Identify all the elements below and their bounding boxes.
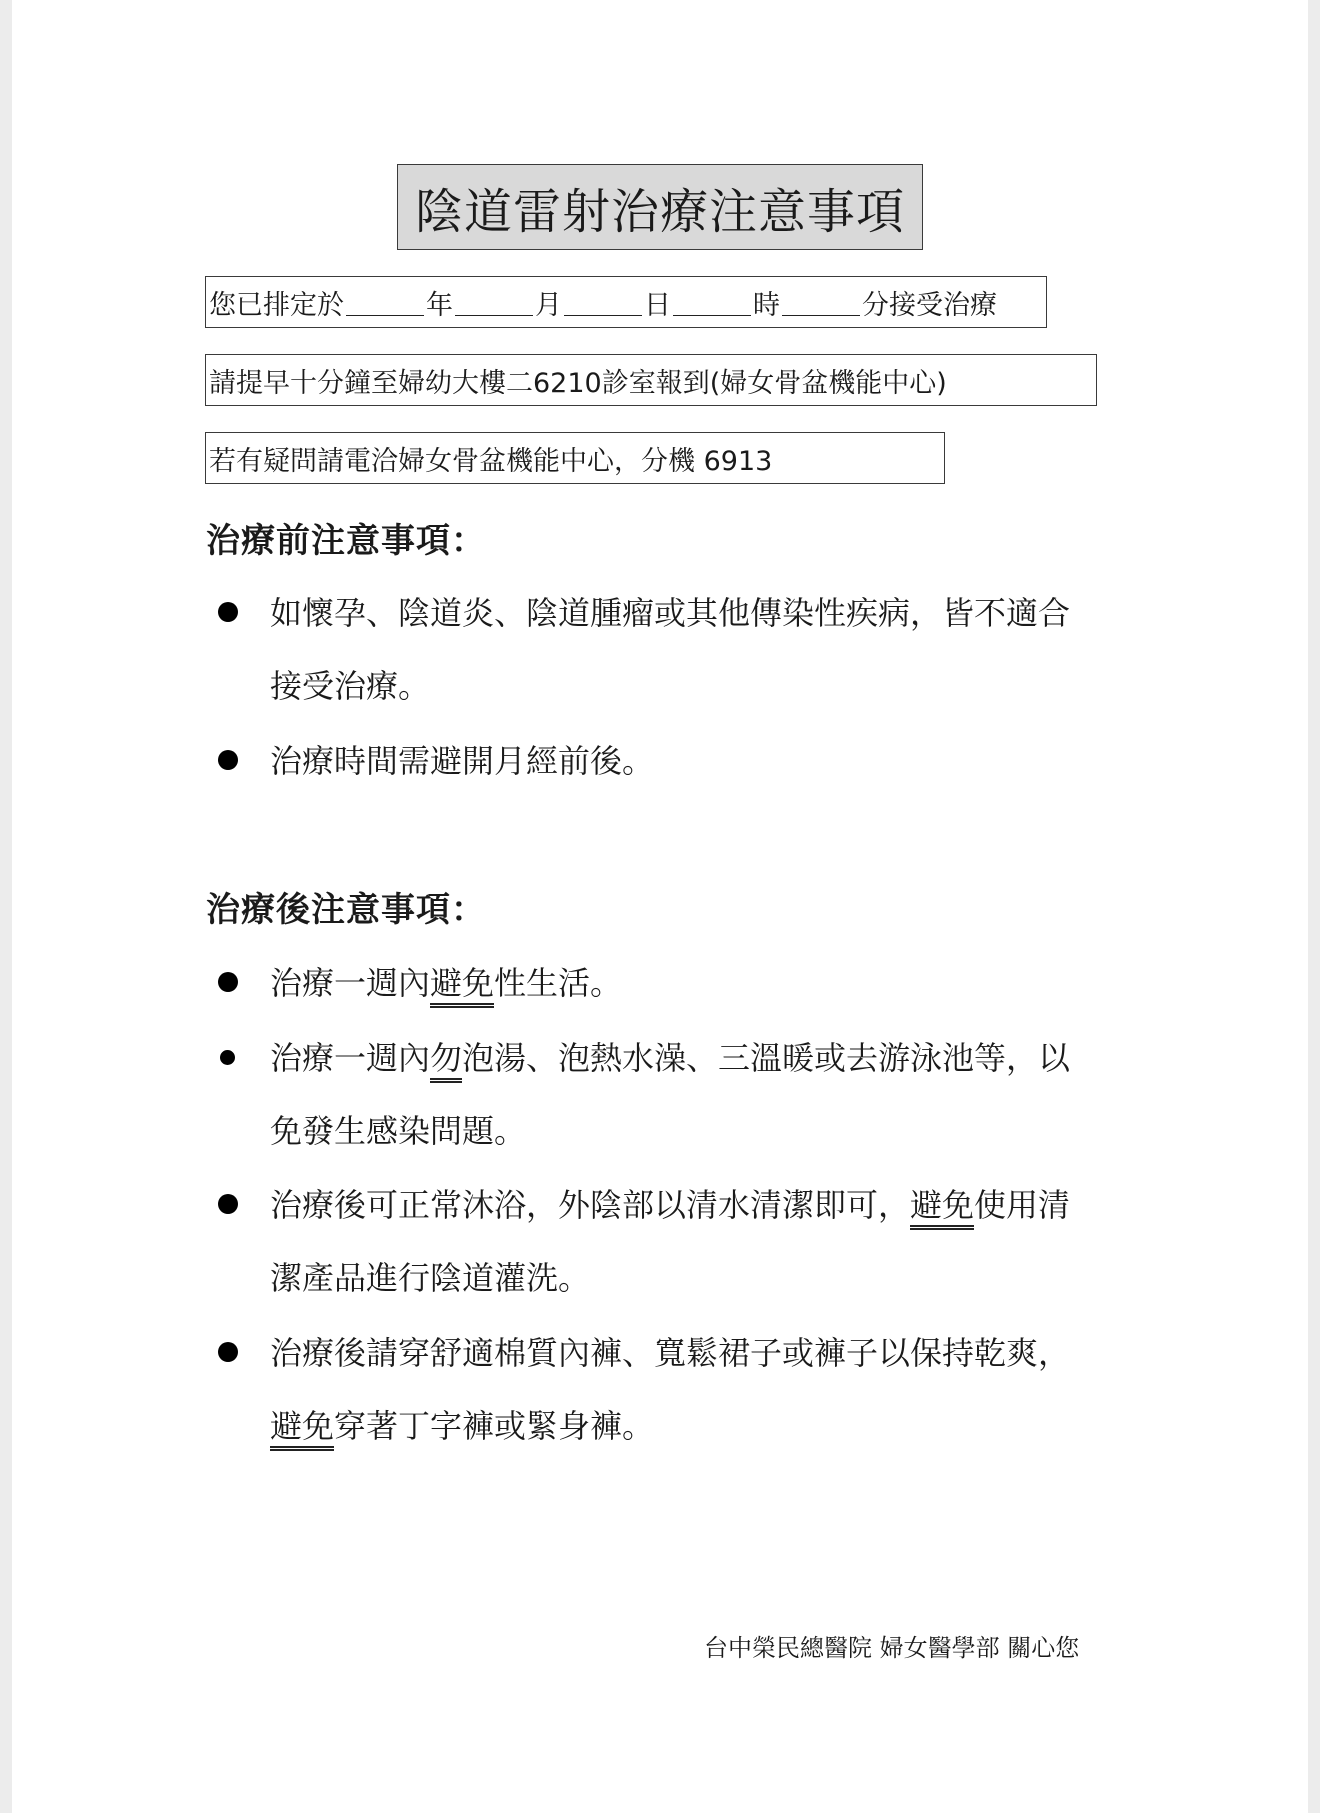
list-item-line: 免發生感染問題。 <box>270 1112 527 1150</box>
list-item <box>206 1180 1126 1310</box>
list-item-line: 接受治療。 <box>270 667 431 705</box>
bullet-icon <box>218 972 238 992</box>
list-item-line: 如懷孕、陰道炎、陰道腫瘤或其他傳染性疾病，皆不適合 <box>270 594 1071 632</box>
list-item <box>206 588 1126 718</box>
emphasis-text: 勿 <box>430 1039 462 1083</box>
report-box <box>205 354 1097 406</box>
list-item-line: 潔產品進行陰道灌洗。 <box>270 1259 591 1297</box>
bullet-icon <box>220 1050 235 1065</box>
document-title <box>397 164 923 250</box>
emphasis-text: 避免 <box>270 1407 334 1451</box>
list-item-line <box>270 958 622 1004</box>
appointment-month-label: 月 <box>535 289 562 321</box>
hour-blank <box>673 289 751 316</box>
post-treatment-heading: 治療後注意事項： <box>206 890 486 930</box>
appointment-prefix: 您已排定於 <box>209 289 344 321</box>
text-run: 穿著丁字褲或緊身褲。 <box>334 1407 655 1445</box>
emphasis-text: 避免 <box>430 964 494 1008</box>
text-run: 治療一週內 <box>270 1039 431 1077</box>
bullet-icon <box>218 1342 238 1362</box>
appointment-day-label: 日 <box>644 289 671 321</box>
text-run: 性生活。 <box>494 964 623 1002</box>
document-page <box>12 0 1308 1813</box>
contact-box <box>205 432 945 484</box>
list-item-line: 治療時間需避開月經前後。 <box>270 742 655 780</box>
list-item-line <box>270 1033 1070 1079</box>
text-run: 治療後可正常沐浴，外陰部以清水清潔即可， <box>270 1186 911 1224</box>
text-run: 泡湯、泡熱水澡、三溫暖或去游泳池等，以 <box>462 1039 1071 1077</box>
text-run: 治療一週內 <box>270 964 431 1002</box>
bullet-icon <box>218 750 238 770</box>
list-item-line <box>270 1401 654 1447</box>
month-blank <box>455 289 533 316</box>
report-notice-text: 請提早十分鐘至婦幼大樓二6210診室報到(婦女骨盆機能中心) <box>209 367 947 399</box>
footer-signature: 台中榮民總醫院 婦女醫學部 關心您 <box>704 1634 1080 1662</box>
list-item <box>206 1328 1126 1458</box>
bullet-icon <box>218 1194 238 1214</box>
appointment-suffix: 分接受治療 <box>862 289 997 321</box>
appointment-hour-label: 時 <box>753 289 780 321</box>
appointment-year-label: 年 <box>426 289 453 321</box>
list-item <box>206 1033 1126 1163</box>
day-blank <box>564 289 642 316</box>
appointment-box <box>205 276 1047 328</box>
list-item <box>206 736 1126 786</box>
document-title-text: 陰道雷射治療注意事項 <box>414 183 905 240</box>
list-item-line: 治療後請穿舒適棉質內褲、寬鬆裙子或褲子以保持乾爽， <box>270 1334 1071 1372</box>
contact-notice-text: 若有疑問請電洽婦女骨盆機能中心，分機 6913 <box>209 445 773 477</box>
list-item <box>206 958 1126 1008</box>
emphasis-text: 避免 <box>910 1186 974 1230</box>
minute-blank <box>782 289 860 316</box>
text-run: 使用清 <box>974 1186 1071 1224</box>
year-blank <box>346 289 424 316</box>
list-item-line <box>270 1180 1070 1226</box>
pre-treatment-heading: 治療前注意事項： <box>206 521 486 561</box>
bullet-icon <box>218 602 238 622</box>
